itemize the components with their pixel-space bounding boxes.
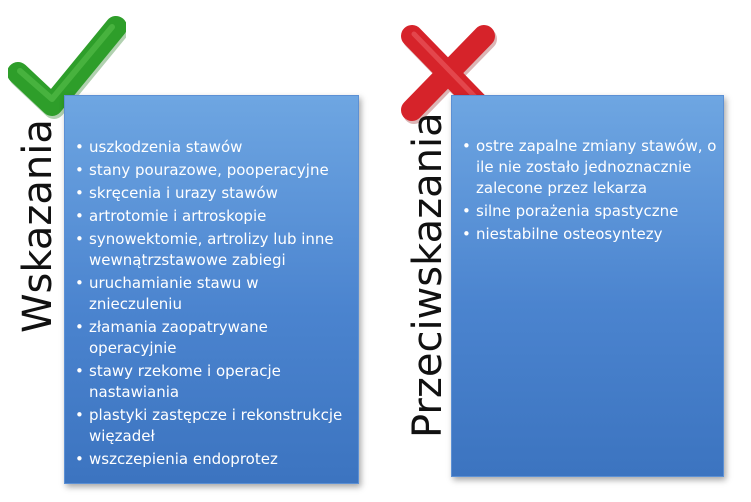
bullet: • xyxy=(75,274,84,292)
list-item xyxy=(462,224,720,245)
bullet: • xyxy=(75,450,84,468)
list-item xyxy=(462,136,720,199)
bullet: • xyxy=(462,225,471,243)
bullet: • xyxy=(75,318,84,336)
contraindications-list xyxy=(462,136,720,247)
bullet: • xyxy=(462,137,471,155)
list-item-text: stany pourazowe, pooperacyjne xyxy=(89,161,329,179)
bullet: • xyxy=(75,207,84,225)
list-item xyxy=(75,183,355,204)
list-item xyxy=(75,273,355,315)
list-item xyxy=(75,206,355,227)
list-item-text: złamania zaopatrywane operacyjnie xyxy=(89,318,268,357)
contraindications-title: Przeciwskazania xyxy=(405,112,451,438)
list-item xyxy=(462,201,720,222)
bullet: • xyxy=(75,138,84,156)
list-item xyxy=(75,229,355,271)
list-item xyxy=(75,160,355,181)
list-item-text: wszczepienia endoprotez xyxy=(89,450,278,468)
list-item xyxy=(75,405,355,447)
list-item xyxy=(75,361,355,403)
bullet: • xyxy=(75,362,84,380)
list-item-text: ostre zapalne zmiany stawów, o ile nie zostało jednoznacznie zalecone przez lekarza xyxy=(476,137,717,197)
indications-list xyxy=(75,137,355,472)
indications-card xyxy=(64,95,359,484)
list-item-text: uruchamianie stawu w znieczuleniu xyxy=(89,274,259,313)
list-item-text: artrotomie i artroskopie xyxy=(89,207,267,225)
list-item-text: uszkodzenia stawów xyxy=(89,138,243,156)
list-item-text: plastyki zastępcze i rekonstrukcje więzadeł xyxy=(89,406,343,445)
list-item-text: niestabilne osteosyntezy xyxy=(476,225,663,243)
list-item-text: synowektomie, artrolizy lub inne wewnątrzstawowe zabiegi xyxy=(89,230,334,269)
bullet: • xyxy=(75,161,84,179)
bullet: • xyxy=(75,406,84,424)
bullet: • xyxy=(462,202,471,220)
contraindications-card xyxy=(451,95,724,477)
list-item xyxy=(75,137,355,158)
list-item xyxy=(75,317,355,359)
bullet: • xyxy=(75,230,84,248)
list-item-text: skręcenia i urazy stawów xyxy=(89,184,278,202)
list-item-text: stawy rzekome i operacje nastawiania xyxy=(89,362,281,401)
indications-title: Wskazania xyxy=(15,119,61,333)
bullet: • xyxy=(75,184,84,202)
list-item-text: silne porażenia spastyczne xyxy=(476,202,679,220)
list-item xyxy=(75,449,355,470)
